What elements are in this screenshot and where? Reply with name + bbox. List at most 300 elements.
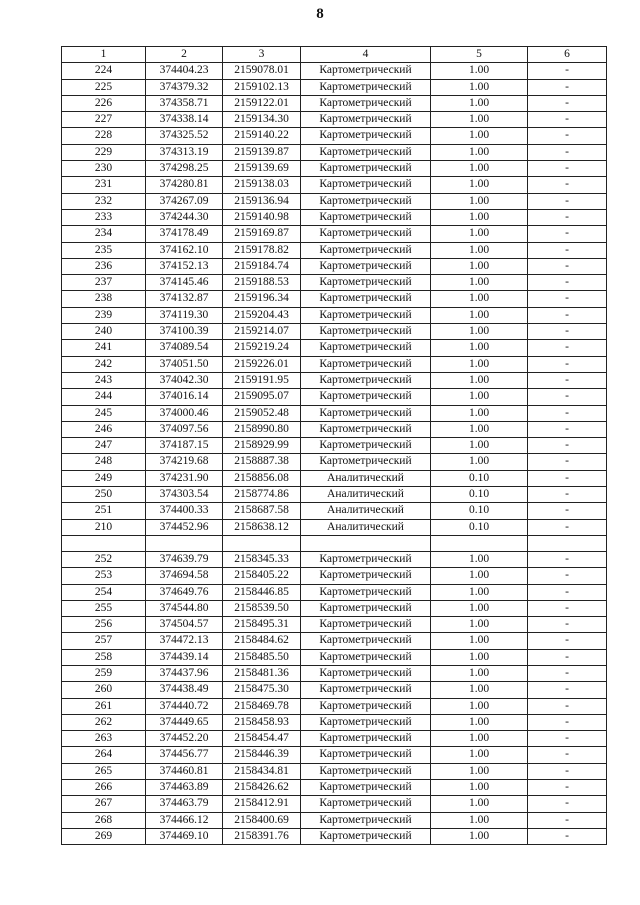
point-number-cell: 227: [62, 112, 146, 128]
accuracy-cell: 1.00: [431, 633, 528, 649]
y-coordinate-cell: 2158458.93: [223, 714, 301, 730]
y-coordinate-cell: 2158539.50: [223, 600, 301, 616]
method-cell: Картометрический: [301, 258, 431, 274]
accuracy-cell: 1.00: [431, 258, 528, 274]
point-number-cell: 257: [62, 633, 146, 649]
table-row: [62, 209, 607, 225]
note-cell: [528, 535, 607, 551]
point-number-cell: 254: [62, 584, 146, 600]
method-cell: Картометрический: [301, 356, 431, 372]
method-cell: Картометрический: [301, 714, 431, 730]
x-coordinate-cell: 374000.46: [146, 405, 223, 421]
method-cell: Картометрический: [301, 112, 431, 128]
method-cell: Картометрический: [301, 372, 431, 388]
accuracy-cell: 1.00: [431, 389, 528, 405]
table-row: [62, 649, 607, 665]
note-cell: -: [528, 584, 607, 600]
note-cell: -: [528, 649, 607, 665]
point-number-cell: 265: [62, 763, 146, 779]
note-cell: -: [528, 275, 607, 291]
y-coordinate-cell: 2158484.62: [223, 633, 301, 649]
note-cell: -: [528, 177, 607, 193]
point-number-cell: 260: [62, 682, 146, 698]
accuracy-cell: 1.00: [431, 307, 528, 323]
accuracy-cell: 1.00: [431, 242, 528, 258]
accuracy-cell: 1.00: [431, 584, 528, 600]
method-cell: Аналитический: [301, 487, 431, 503]
method-cell: Картометрический: [301, 747, 431, 763]
note-cell: -: [528, 356, 607, 372]
point-number-cell: 258: [62, 649, 146, 665]
y-coordinate-cell: 2158856.08: [223, 470, 301, 486]
method-cell: Картометрический: [301, 731, 431, 747]
table-gap-row: [62, 535, 607, 551]
table-row: [62, 372, 607, 388]
point-number-cell: 243: [62, 372, 146, 388]
note-cell: -: [528, 600, 607, 616]
point-number-cell: 263: [62, 731, 146, 747]
note-cell: -: [528, 812, 607, 828]
column-header: 1: [62, 47, 146, 63]
x-coordinate-cell: 374437.96: [146, 665, 223, 681]
method-cell: Картометрический: [301, 763, 431, 779]
y-coordinate-cell: 2158345.33: [223, 551, 301, 567]
table-row: [62, 112, 607, 128]
method-cell: Картометрический: [301, 796, 431, 812]
accuracy-cell: 1.00: [431, 421, 528, 437]
y-coordinate-cell: 2159095.07: [223, 389, 301, 405]
table-row: [62, 470, 607, 486]
accuracy-cell: 1.00: [431, 796, 528, 812]
point-number-cell: 266: [62, 780, 146, 796]
method-cell: Картометрический: [301, 568, 431, 584]
method-cell: Картометрический: [301, 177, 431, 193]
point-number-cell: 246: [62, 421, 146, 437]
method-cell: Картометрический: [301, 421, 431, 437]
point-number-cell: 259: [62, 665, 146, 681]
accuracy-cell: 1.00: [431, 682, 528, 698]
point-number-cell: 255: [62, 600, 146, 616]
table-row: [62, 487, 607, 503]
y-coordinate-cell: 2158412.91: [223, 796, 301, 812]
table-row: [62, 307, 607, 323]
x-coordinate-cell: 374219.68: [146, 454, 223, 470]
table-row: [62, 128, 607, 144]
point-number-cell: 230: [62, 161, 146, 177]
point-number-cell: 248: [62, 454, 146, 470]
y-coordinate-cell: 2158446.85: [223, 584, 301, 600]
x-coordinate-cell: 374449.65: [146, 714, 223, 730]
method-cell: Картометрический: [301, 828, 431, 844]
accuracy-cell: 1.00: [431, 63, 528, 79]
note-cell: -: [528, 487, 607, 503]
point-number-cell: 238: [62, 291, 146, 307]
method-cell: Картометрический: [301, 698, 431, 714]
note-cell: -: [528, 454, 607, 470]
accuracy-cell: 1.00: [431, 438, 528, 454]
table-row: [62, 405, 607, 421]
y-coordinate-cell: [223, 535, 301, 551]
table-row: [62, 193, 607, 209]
method-cell: Картометрический: [301, 551, 431, 567]
x-coordinate-cell: 374051.50: [146, 356, 223, 372]
point-number-cell: 245: [62, 405, 146, 421]
point-number-cell: 264: [62, 747, 146, 763]
x-coordinate-cell: 374463.89: [146, 780, 223, 796]
x-coordinate-cell: 374460.81: [146, 763, 223, 779]
y-coordinate-cell: 2158469.78: [223, 698, 301, 714]
x-coordinate-cell: 374338.14: [146, 112, 223, 128]
accuracy-cell: 1.00: [431, 275, 528, 291]
y-coordinate-cell: 2159134.30: [223, 112, 301, 128]
accuracy-cell: 1.00: [431, 226, 528, 242]
method-cell: Картометрический: [301, 780, 431, 796]
x-coordinate-cell: 374303.54: [146, 487, 223, 503]
note-cell: -: [528, 796, 607, 812]
method-cell: Картометрический: [301, 128, 431, 144]
y-coordinate-cell: 2158929.99: [223, 438, 301, 454]
point-number-cell: 247: [62, 438, 146, 454]
accuracy-cell: 1.00: [431, 568, 528, 584]
point-number-cell: [62, 535, 146, 551]
point-number-cell: 242: [62, 356, 146, 372]
note-cell: -: [528, 258, 607, 274]
table-row: [62, 95, 607, 111]
table-row: [62, 796, 607, 812]
table-row: [62, 747, 607, 763]
point-number-cell: 241: [62, 340, 146, 356]
x-coordinate-cell: 374132.87: [146, 291, 223, 307]
y-coordinate-cell: 2158454.47: [223, 731, 301, 747]
table-row: [62, 714, 607, 730]
accuracy-cell: 1.00: [431, 79, 528, 95]
y-coordinate-cell: 2159191.95: [223, 372, 301, 388]
x-coordinate-cell: 374438.49: [146, 682, 223, 698]
y-coordinate-cell: 2159052.48: [223, 405, 301, 421]
method-cell: Картометрический: [301, 324, 431, 340]
note-cell: -: [528, 551, 607, 567]
x-coordinate-cell: 374358.71: [146, 95, 223, 111]
table-row: [62, 340, 607, 356]
table-row: [62, 763, 607, 779]
column-header: 6: [528, 47, 607, 63]
accuracy-cell: 1.00: [431, 405, 528, 421]
point-number-cell: 239: [62, 307, 146, 323]
page-number: 8: [316, 6, 324, 22]
point-number-cell: 252: [62, 551, 146, 567]
method-cell: Картометрический: [301, 633, 431, 649]
table-row: [62, 780, 607, 796]
point-number-cell: 232: [62, 193, 146, 209]
method-cell: Картометрический: [301, 649, 431, 665]
note-cell: -: [528, 161, 607, 177]
y-coordinate-cell: 2159122.01: [223, 95, 301, 111]
point-number-cell: 251: [62, 503, 146, 519]
accuracy-cell: 1.00: [431, 812, 528, 828]
point-number-cell: 262: [62, 714, 146, 730]
x-coordinate-cell: 374400.33: [146, 503, 223, 519]
note-cell: -: [528, 438, 607, 454]
method-cell: Картометрический: [301, 161, 431, 177]
point-number-cell: 261: [62, 698, 146, 714]
method-cell: Картометрический: [301, 242, 431, 258]
y-coordinate-cell: 2158495.31: [223, 617, 301, 633]
x-coordinate-cell: 374456.77: [146, 747, 223, 763]
point-number-cell: 235: [62, 242, 146, 258]
point-number-cell: 234: [62, 226, 146, 242]
accuracy-cell: 1.00: [431, 340, 528, 356]
table-body: [62, 63, 607, 845]
accuracy-cell: 0.10: [431, 519, 528, 535]
y-coordinate-cell: 2159204.43: [223, 307, 301, 323]
note-cell: -: [528, 128, 607, 144]
y-coordinate-cell: 2159219.24: [223, 340, 301, 356]
method-cell: Картометрический: [301, 307, 431, 323]
note-cell: -: [528, 63, 607, 79]
point-number-cell: 250: [62, 487, 146, 503]
x-coordinate-cell: 374231.90: [146, 470, 223, 486]
x-coordinate-cell: 374280.81: [146, 177, 223, 193]
note-cell: -: [528, 421, 607, 437]
accuracy-cell: 1.00: [431, 372, 528, 388]
accuracy-cell: 1.00: [431, 747, 528, 763]
y-coordinate-cell: 2159136.94: [223, 193, 301, 209]
accuracy-cell: [431, 535, 528, 551]
method-cell: Аналитический: [301, 503, 431, 519]
point-number-cell: 240: [62, 324, 146, 340]
accuracy-cell: 1.00: [431, 731, 528, 747]
note-cell: -: [528, 405, 607, 421]
x-coordinate-cell: 374452.96: [146, 519, 223, 535]
table-row: [62, 731, 607, 747]
x-coordinate-cell: [146, 535, 223, 551]
y-coordinate-cell: 2159102.13: [223, 79, 301, 95]
note-cell: -: [528, 242, 607, 258]
point-number-cell: 231: [62, 177, 146, 193]
table-row: [62, 568, 607, 584]
note-cell: -: [528, 112, 607, 128]
x-coordinate-cell: 374162.10: [146, 242, 223, 258]
point-number-cell: 237: [62, 275, 146, 291]
y-coordinate-cell: 2158990.80: [223, 421, 301, 437]
accuracy-cell: 1.00: [431, 193, 528, 209]
table-row: [62, 633, 607, 649]
note-cell: -: [528, 698, 607, 714]
note-cell: -: [528, 714, 607, 730]
column-header: 3: [223, 47, 301, 63]
table-row: [62, 177, 607, 193]
method-cell: [301, 535, 431, 551]
note-cell: -: [528, 828, 607, 844]
accuracy-cell: 1.00: [431, 617, 528, 633]
method-cell: Картометрический: [301, 454, 431, 470]
y-coordinate-cell: 2159214.07: [223, 324, 301, 340]
x-coordinate-cell: 374042.30: [146, 372, 223, 388]
accuracy-cell: 0.10: [431, 487, 528, 503]
x-coordinate-cell: 374089.54: [146, 340, 223, 356]
y-coordinate-cell: 2158434.81: [223, 763, 301, 779]
point-number-cell: 244: [62, 389, 146, 405]
table-row: [62, 698, 607, 714]
accuracy-cell: 1.00: [431, 209, 528, 225]
point-number-cell: 256: [62, 617, 146, 633]
table-row: [62, 144, 607, 160]
x-coordinate-cell: 374313.19: [146, 144, 223, 160]
table-row: [62, 79, 607, 95]
y-coordinate-cell: 2159196.34: [223, 291, 301, 307]
y-coordinate-cell: 2159140.98: [223, 209, 301, 225]
y-coordinate-cell: 2159078.01: [223, 63, 301, 79]
table-row: [62, 258, 607, 274]
note-cell: -: [528, 291, 607, 307]
note-cell: -: [528, 568, 607, 584]
note-cell: -: [528, 503, 607, 519]
x-coordinate-cell: 374267.09: [146, 193, 223, 209]
x-coordinate-cell: 374463.79: [146, 796, 223, 812]
note-cell: -: [528, 193, 607, 209]
note-cell: -: [528, 519, 607, 535]
note-cell: -: [528, 79, 607, 95]
note-cell: -: [528, 307, 607, 323]
table-header-row: [62, 47, 607, 63]
x-coordinate-cell: 374016.14: [146, 389, 223, 405]
x-coordinate-cell: 374694.58: [146, 568, 223, 584]
y-coordinate-cell: 2159188.53: [223, 275, 301, 291]
y-coordinate-cell: 2158391.76: [223, 828, 301, 844]
method-cell: Аналитический: [301, 470, 431, 486]
point-number-cell: 210: [62, 519, 146, 535]
x-coordinate-cell: 374639.79: [146, 551, 223, 567]
table-row: [62, 600, 607, 616]
note-cell: -: [528, 747, 607, 763]
accuracy-cell: 1.00: [431, 128, 528, 144]
table-row: [62, 161, 607, 177]
y-coordinate-cell: 2159178.82: [223, 242, 301, 258]
accuracy-cell: 1.00: [431, 714, 528, 730]
method-cell: Картометрический: [301, 438, 431, 454]
point-number-cell: 249: [62, 470, 146, 486]
accuracy-cell: 1.00: [431, 177, 528, 193]
y-coordinate-cell: 2158774.86: [223, 487, 301, 503]
point-number-cell: 268: [62, 812, 146, 828]
note-cell: -: [528, 682, 607, 698]
note-cell: -: [528, 209, 607, 225]
point-number-cell: 226: [62, 95, 146, 111]
table-row: [62, 226, 607, 242]
y-coordinate-cell: 2158426.62: [223, 780, 301, 796]
method-cell: Картометрический: [301, 617, 431, 633]
accuracy-cell: 1.00: [431, 828, 528, 844]
method-cell: Картометрический: [301, 144, 431, 160]
y-coordinate-cell: 2159139.69: [223, 161, 301, 177]
note-cell: -: [528, 144, 607, 160]
y-coordinate-cell: 2159226.01: [223, 356, 301, 372]
y-coordinate-cell: 2159169.87: [223, 226, 301, 242]
note-cell: -: [528, 633, 607, 649]
x-coordinate-cell: 374439.14: [146, 649, 223, 665]
method-cell: Картометрический: [301, 193, 431, 209]
x-coordinate-cell: 374145.46: [146, 275, 223, 291]
x-coordinate-cell: 374097.56: [146, 421, 223, 437]
point-number-cell: 229: [62, 144, 146, 160]
note-cell: -: [528, 389, 607, 405]
accuracy-cell: 1.00: [431, 95, 528, 111]
y-coordinate-cell: 2158887.38: [223, 454, 301, 470]
method-cell: Картометрический: [301, 209, 431, 225]
y-coordinate-cell: 2159140.22: [223, 128, 301, 144]
accuracy-cell: 1.00: [431, 551, 528, 567]
table-row: [62, 324, 607, 340]
x-coordinate-cell: 374325.52: [146, 128, 223, 144]
table-row: [62, 63, 607, 79]
y-coordinate-cell: 2158638.12: [223, 519, 301, 535]
method-cell: Картометрический: [301, 584, 431, 600]
point-number-cell: 236: [62, 258, 146, 274]
note-cell: -: [528, 340, 607, 356]
x-coordinate-cell: 374100.39: [146, 324, 223, 340]
x-coordinate-cell: 374504.57: [146, 617, 223, 633]
x-coordinate-cell: 374649.76: [146, 584, 223, 600]
x-coordinate-cell: 374469.10: [146, 828, 223, 844]
note-cell: -: [528, 372, 607, 388]
x-coordinate-cell: 374472.13: [146, 633, 223, 649]
accuracy-cell: 1.00: [431, 600, 528, 616]
y-coordinate-cell: 2158400.69: [223, 812, 301, 828]
accuracy-cell: 1.00: [431, 356, 528, 372]
accuracy-cell: 1.00: [431, 291, 528, 307]
note-cell: -: [528, 763, 607, 779]
method-cell: Картометрический: [301, 682, 431, 698]
note-cell: -: [528, 780, 607, 796]
table-row: [62, 438, 607, 454]
x-coordinate-cell: 374178.49: [146, 226, 223, 242]
point-number-cell: 269: [62, 828, 146, 844]
accuracy-cell: 1.00: [431, 665, 528, 681]
method-cell: Картометрический: [301, 95, 431, 111]
method-cell: Картометрический: [301, 275, 431, 291]
accuracy-cell: 0.10: [431, 503, 528, 519]
x-coordinate-cell: 374152.13: [146, 258, 223, 274]
note-cell: -: [528, 95, 607, 111]
x-coordinate-cell: 374379.32: [146, 79, 223, 95]
accuracy-cell: 1.00: [431, 454, 528, 470]
x-coordinate-cell: 374466.12: [146, 812, 223, 828]
point-number-cell: 224: [62, 63, 146, 79]
table-row: [62, 275, 607, 291]
table-row: [62, 828, 607, 844]
method-cell: Аналитический: [301, 519, 431, 535]
column-header: 2: [146, 47, 223, 63]
x-coordinate-cell: 374187.15: [146, 438, 223, 454]
note-cell: -: [528, 665, 607, 681]
accuracy-cell: 1.00: [431, 144, 528, 160]
table-row: [62, 242, 607, 258]
note-cell: -: [528, 324, 607, 340]
x-coordinate-cell: 374440.72: [146, 698, 223, 714]
method-cell: Картометрический: [301, 79, 431, 95]
accuracy-cell: 1.00: [431, 763, 528, 779]
point-number-cell: 253: [62, 568, 146, 584]
method-cell: Картометрический: [301, 665, 431, 681]
method-cell: Картометрический: [301, 812, 431, 828]
table-row: [62, 389, 607, 405]
x-coordinate-cell: 374119.30: [146, 307, 223, 323]
table-row: [62, 682, 607, 698]
accuracy-cell: 1.00: [431, 324, 528, 340]
table-row: [62, 291, 607, 307]
x-coordinate-cell: 374404.23: [146, 63, 223, 79]
method-cell: Картометрический: [301, 389, 431, 405]
